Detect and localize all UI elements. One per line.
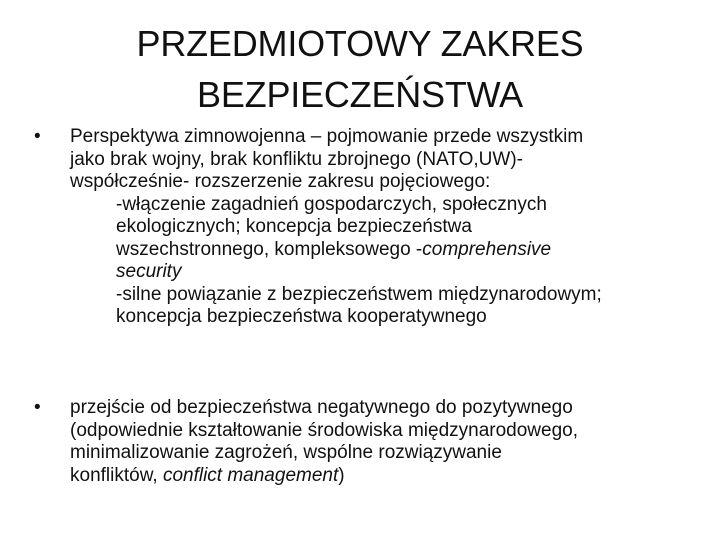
bullet-2-line-2: (odpowiednie kształtowanie środowiska międzynarodowego,: [70, 419, 578, 441]
bullet-1-line-9: koncepcja bezpieczeństwa kooperatywnego: [116, 306, 487, 327]
bullet-1-line-6-text: wszechstronnego, kompleksowego -: [116, 238, 423, 260]
bullet-text-1: [70, 126, 705, 329]
security-term: security: [116, 261, 182, 282]
bullet-text-2: [70, 397, 705, 487]
bullet-marker: •: [34, 126, 41, 147]
slide-title: [60, 18, 660, 120]
title-line-2: BEZPIECZEŃSTWA: [197, 74, 523, 115]
conflict-management-term: conflict management: [162, 464, 339, 486]
bullet-1-line-2: jako brak wojny, brak konfliktu zbrojnego (NATO,UW)-: [70, 148, 523, 170]
bullet-1-line-7: [70, 261, 705, 284]
bullet-2-line-4: [70, 465, 705, 488]
bullet-2-line-4-text: konfliktów,: [70, 464, 158, 486]
bullet-1-line-5: ekologicznych; koncepcja bezpieczeństwa: [116, 216, 472, 237]
bullet-1-line-4: -włączenie zagadnień gospodarczych, społecznych: [116, 193, 547, 215]
comprehensive-term: comprehensive: [422, 238, 552, 260]
bullet-2-line-3: minimalizowanie zagrożeń, wspólne rozwiązywanie: [70, 442, 502, 463]
bullet-1-line-1: Perspektywa zimnowojenna – pojmowanie przede wszystkim: [70, 126, 584, 147]
title-line-1: PRZEDMIOTOWY ZAKRES: [136, 23, 584, 64]
closing-paren: ): [338, 464, 345, 486]
bullet-1-line-6: [70, 239, 705, 262]
bullet-1-line-8: -silne powiązanie z bezpieczeństwem międzynarodowym;: [116, 283, 602, 305]
bullet-marker: •: [34, 397, 41, 418]
bullet-2-line-1: przejście od bezpieczeństwa negatywnego do pozytywnego: [70, 397, 573, 418]
bullet-1-line-3: współcześnie- rozszerzenie zakresu pojęciowego:: [70, 171, 491, 192]
